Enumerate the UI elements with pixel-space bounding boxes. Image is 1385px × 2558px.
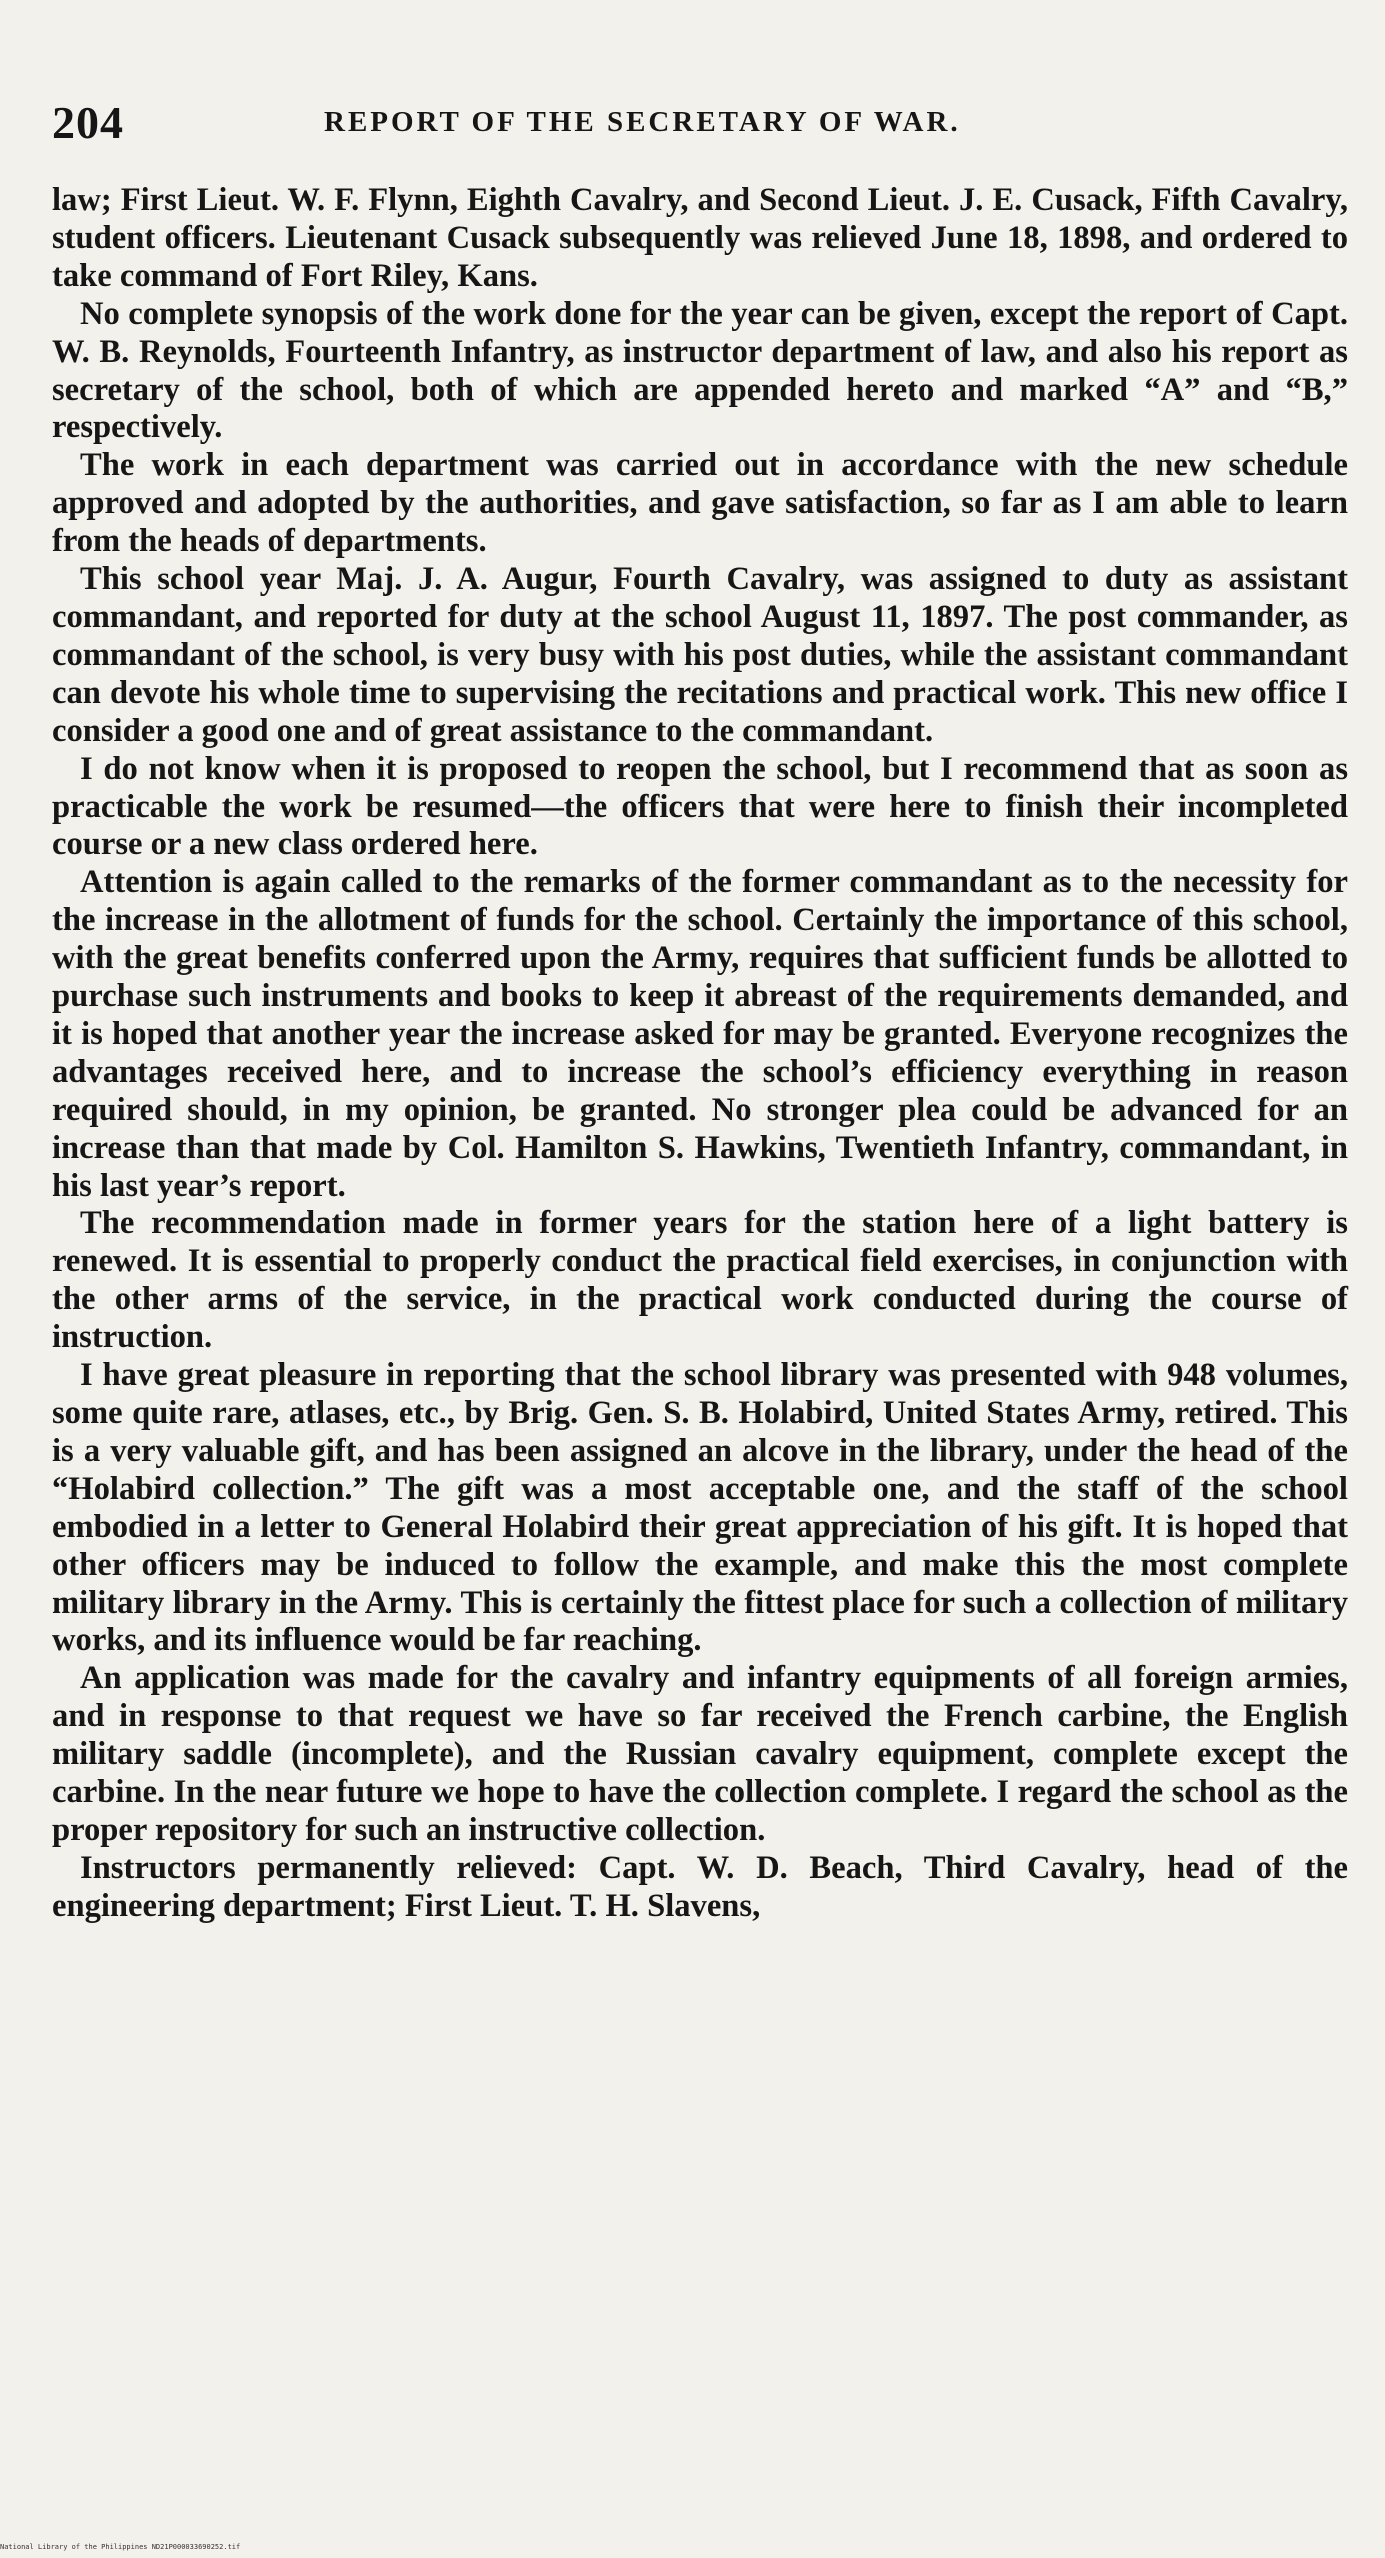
paragraph: The work in each department was carried out in accordance with the new schedule approved and adopted by the authorities, and gave satisfaction, so far as I am able to learn from the heads of departments. bbox=[52, 447, 1348, 560]
report-body bbox=[52, 182, 1348, 1926]
paragraph-truncated: Instructors permanently relieved: Capt. W. D. Beach, Third Cavalry, head of the engineering department; First Lieut. T. H. Slavens, bbox=[52, 1849, 1348, 1924]
paragraph-continued: law; First Lieut. W. F. Flynn, Eighth Cavalry, and Second Lieut. J. E. Cusack, Fifth Cavalry, student officers. Lieutenant Cusack subsequently was relieved June 18, 1898, and ordered to take command of Fort Riley, Kans. bbox=[52, 182, 1348, 294]
running-head bbox=[52, 96, 1352, 156]
scan-footer-note: National Library of the Philippines ND21P000033690252.tif bbox=[0, 2543, 241, 2551]
paragraph: Attention is again called to the remarks of the former commandant as to the necessity for the increase in the allotment of funds for the school. Certainly the importance of this school, with the great benefits conferred upon the Army, requires that sufficient funds be allotted to purchase such instruments and books to keep it abreast of the requirements demanded, and it is hoped that another year the increase asked for may be granted. Everyone recognizes the advantages received here, and to increase the school’s efficiency everything in reason required should, in my opinion, be granted. No stronger plea could be advanced for an increase than that made by Col. Hamilton S. Hawkins, Twentieth Infantry, commandant, in his last year’s report. bbox=[52, 864, 1348, 1204]
page-header-title: REPORT OF THE SECRETARY OF WAR. bbox=[324, 106, 961, 138]
paragraph: An application was made for the cavalry and infantry equipments of all foreign armies, and in response to that request we have so far received the French carbine, the English military saddle (incomplete), and the Russian cavalry equipment, complete except the carbine. In the near future we hope to have the collection complete. I regard the school as the proper repository for such an instructive collection. bbox=[52, 1660, 1348, 1848]
paragraph: I have great pleasure in reporting that the school library was presented with 948 volumes, some quite rare, atlases, etc., by Brig. Gen. S. B. Holabird, United States Army, retired. This is a very valuable gift, and has been assigned an alcove in the library, under the head of the “Holabird collection.” The gift was a most acceptable one, and the staff of the school embodied in a letter to General Holabird their great appreciation of his gift. It is hoped that other officers may be induced to follow the example, and make this the most complete military library in the Army. This is certainly the fittest place for such a collection of military works, and its influence would be far reaching. bbox=[52, 1357, 1348, 1659]
paragraph: This school year Maj. J. A. Augur, Fourth Cavalry, was assigned to duty as assistant commandant, and reported for duty at the school August 11, 1897. The post commander, as commandant of the school, is very busy with his post duties, while the assistant commandant can devote his whole time to supervising the recitations and practical work. This new office I consider a good one and of great assistance to the commandant. bbox=[52, 561, 1348, 749]
page-number: 204 bbox=[52, 97, 124, 148]
paragraph: No complete synopsis of the work done for the year can be given, except the report of Capt. W. B. Reynolds, Fourteenth Infantry, as instructor department of law, and also his report as secretary of the school, both of which are appended hereto and marked “A” and “B,” respectively. bbox=[52, 295, 1348, 446]
paragraph: I do not know when it is proposed to reopen the school, but I recommend that as soon as practicable the work be resumed—the officers that were here to finish their incompleted course or a new class ordered here. bbox=[52, 750, 1348, 863]
paragraph: The recommendation made in former years for the station here of a light battery is renewed. It is essential to properly conduct the practical field exercises, in conjunction with the other arms of the service, in the practical work conducted during the course of instruction. bbox=[52, 1205, 1348, 1356]
